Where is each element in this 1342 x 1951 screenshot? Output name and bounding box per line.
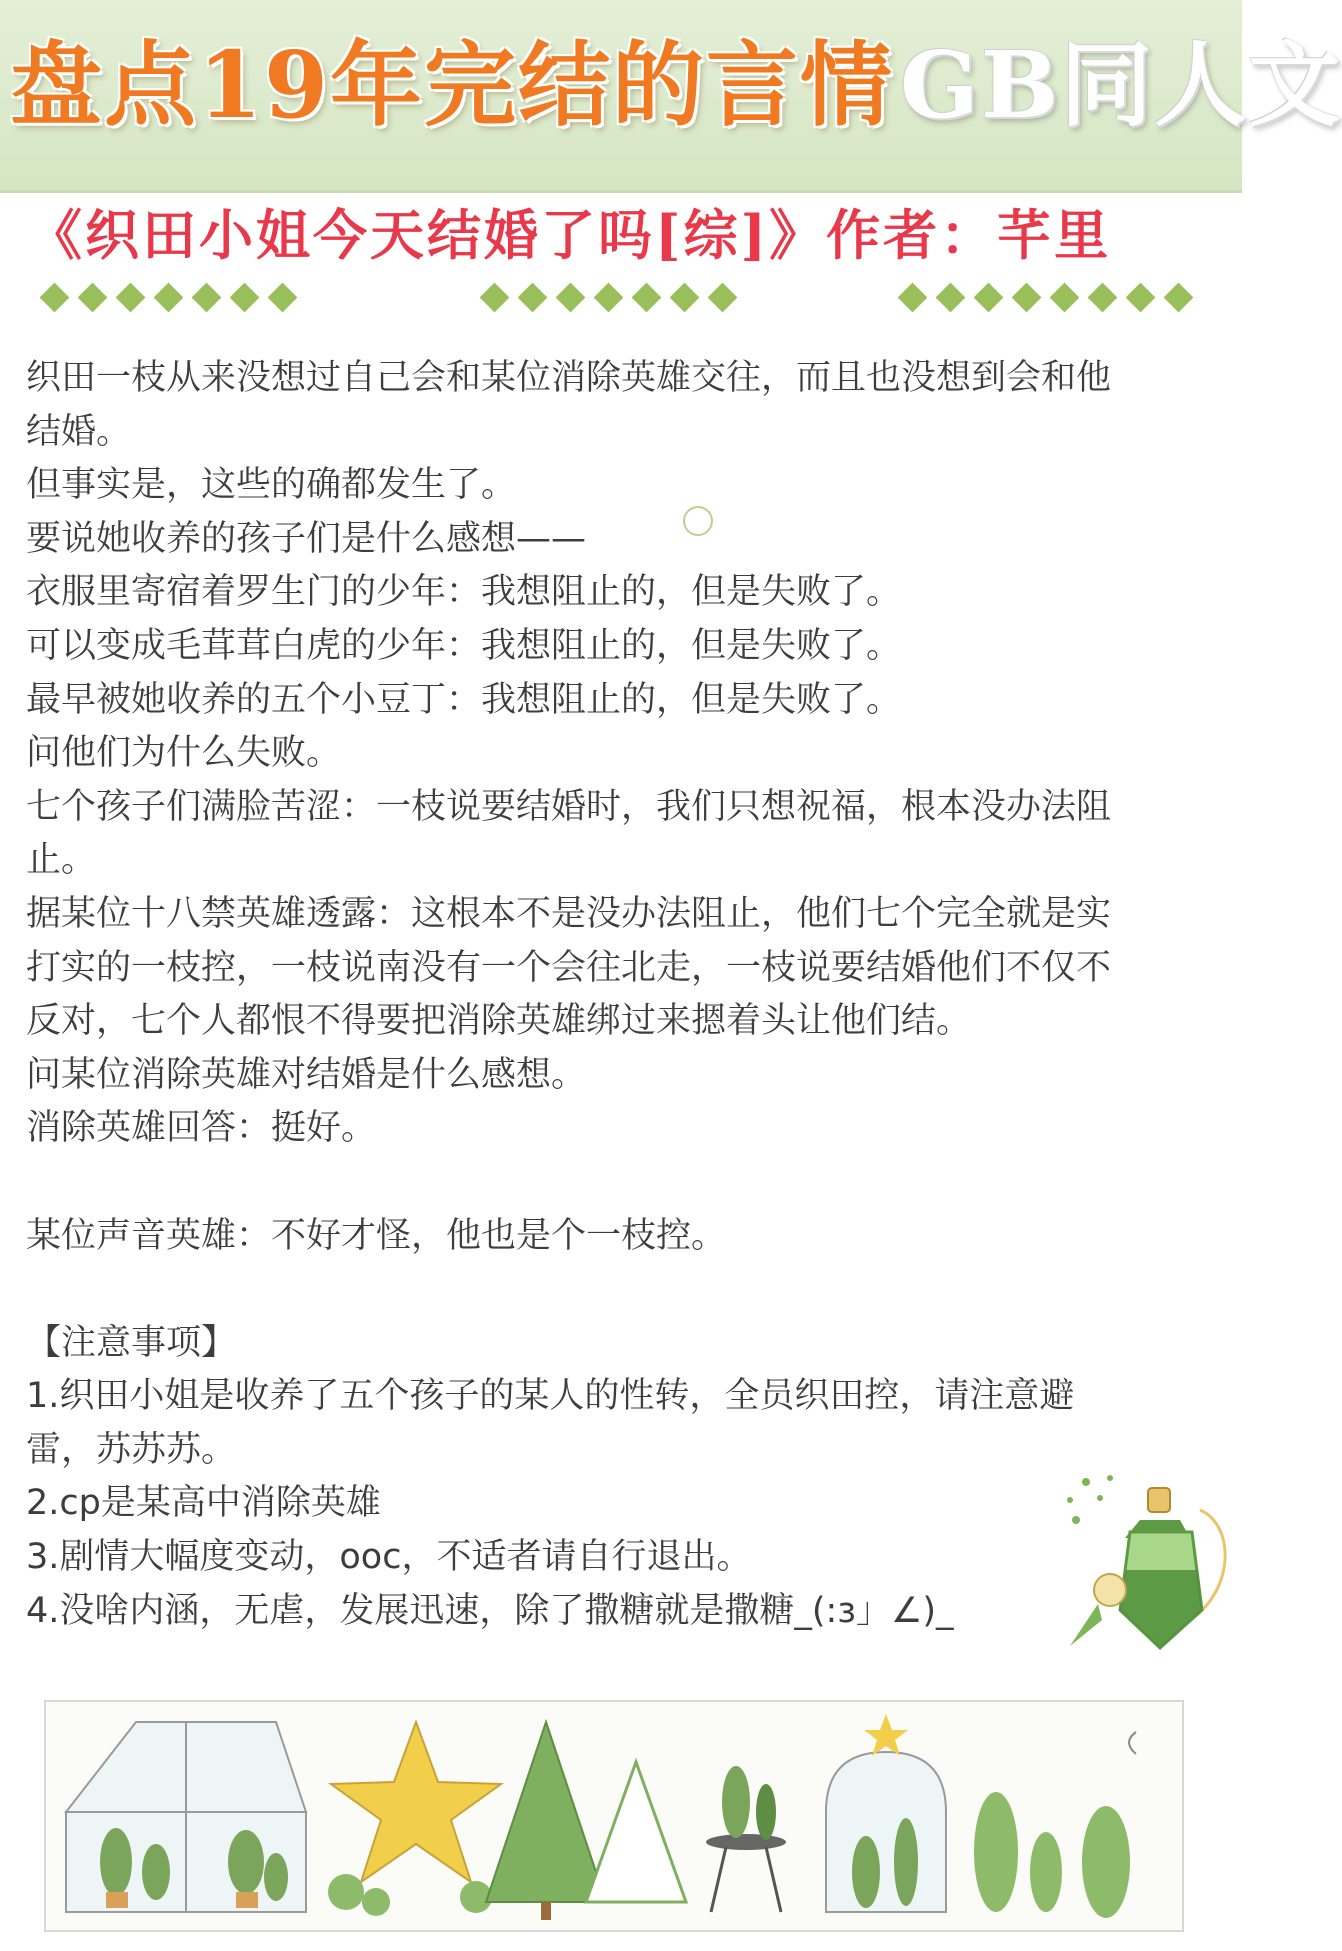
greenhouse-scene-illustration	[44, 1700, 1184, 1932]
text-line: 要说她收养的孩子们是什么感想——	[26, 518, 587, 559]
text-line: 结婚。	[26, 411, 132, 452]
book-title: 《织田小姐今天结婚了吗[综]》作者：芊里	[28, 203, 1112, 267]
banner-title-sub: GB同人文	[900, 31, 1342, 139]
header-banner	[0, 0, 1342, 193]
text-line: 七个孩子们满脸苦涩：一枝说要结婚时，我们只想祝福，根本没办法阻	[26, 786, 1112, 827]
diamond-divider-right	[902, 282, 1222, 314]
text-line	[26, 1263, 1226, 1317]
diamond-divider-left	[44, 282, 304, 314]
banner-title-main: 盘点19年完结的言情	[10, 31, 895, 139]
text-line: 雷，苏苏苏。	[26, 1429, 237, 1470]
circle-decoration	[683, 506, 713, 536]
text-line: 某位声音英雄：不好才怪，他也是个一枝控。	[26, 1215, 727, 1256]
text-line: 问他们为什么失败。	[26, 733, 342, 774]
text-line: 打实的一枝控，一枝说南没有一个会往北走，一枝说要结婚他们不仅不	[26, 947, 1112, 988]
notes-heading: 【注意事项】	[26, 1322, 237, 1363]
banner-title	[10, 30, 1342, 140]
text-line: 反对，七个人都恨不得要把消除英雄绑过来摁着头让他们结。	[26, 1001, 972, 1042]
text-line: 消除英雄回答：挺好。	[26, 1108, 377, 1149]
text-line: 问某位消除英雄对结婚是什么感想。	[26, 1054, 587, 1095]
text-line: 1.织田小姐是收养了五个孩子的某人的性转，全员织田控，请注意避	[26, 1376, 1075, 1417]
perfume-bottle-icon	[1040, 1470, 1240, 1660]
text-line: 止。	[26, 840, 97, 881]
text-line: 但事实是，这些的确都发生了。	[26, 465, 517, 506]
diamond-divider-middle	[484, 282, 784, 314]
text-line	[26, 1156, 1226, 1210]
synopsis-text	[26, 352, 1226, 1638]
text-line: 可以变成毛茸茸白虎的少年：我想阻止的，但是失败了。	[26, 625, 902, 666]
text-line: 4.没啥内涵，无虐，发展迅速，除了撒糖就是撒糖_(:з」∠)_	[26, 1590, 954, 1631]
text-line: 最早被她收养的五个小豆丁：我想阻止的，但是失败了。	[26, 679, 902, 720]
text-line: 2.cp是某高中消除英雄	[26, 1483, 381, 1524]
text-line: 据某位十八禁英雄透露：这根本不是没办法阻止，他们七个完全就是实	[26, 893, 1112, 934]
text-line: 织田一枝从来没想过自己会和某位消除英雄交往，而且也没想到会和他	[26, 358, 1112, 398]
text-line: 衣服里寄宿着罗生门的少年：我想阻止的，但是失败了。	[26, 572, 902, 613]
text-line: 3.剧情大幅度变动，ooc，不适者请自行退出。	[26, 1537, 752, 1578]
